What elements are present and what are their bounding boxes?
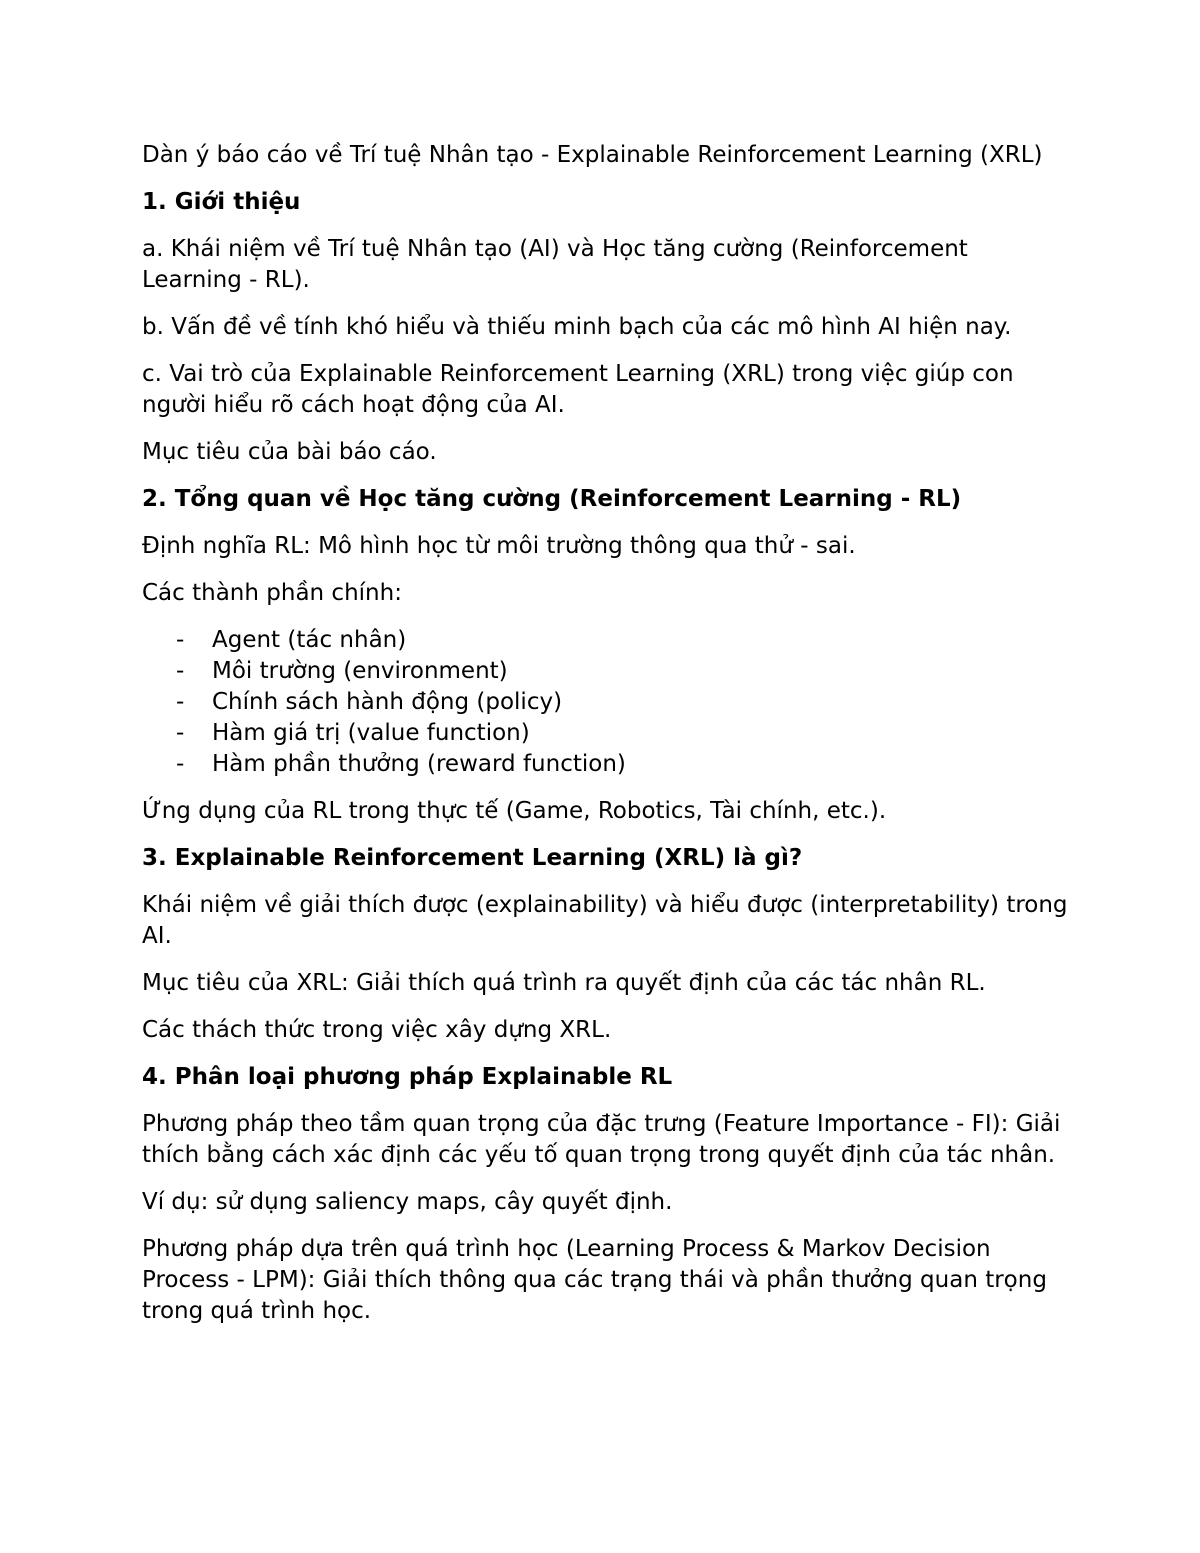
section-4-paragraph-example: Ví dụ: sử dụng saliency maps, cây quyết định.	[142, 1189, 673, 1215]
section-1-paragraph-a: a. Khái niệm về Trí tuệ Nhân tạo (AI) và Học tăng cường (Reinforcement Learning - RL).	[142, 236, 968, 293]
section-1-paragraph-goal: Mục tiêu của bài báo cáo.	[142, 439, 437, 465]
bullet-dash: -	[176, 627, 185, 653]
document-page	[142, 140, 1072, 1343]
list-item	[142, 687, 1072, 718]
list-item	[142, 625, 1072, 656]
list-item-text: Hàm phần thưởng (reward function)	[212, 751, 626, 777]
list-item-text: Hàm giá trị (value function)	[212, 720, 530, 746]
components-list	[142, 625, 1072, 780]
section-4-paragraph-fi: Phương pháp theo tầm quan trọng của đặc trưng (Feature Importance - FI): Giải thích bằng cách xác định các yếu tố quan trọng trong quyết định của tác nhân.	[142, 1111, 1061, 1168]
section-3-paragraph-goal: Mục tiêu của XRL: Giải thích quá trình ra quyết định của các tác nhân RL.	[142, 970, 986, 996]
section-2-heading: 2. Tổng quan về Học tăng cường (Reinforcement Learning - RL)	[142, 486, 962, 512]
bullet-dash: -	[176, 658, 185, 684]
bullet-dash: -	[176, 689, 185, 715]
list-item	[142, 656, 1072, 687]
list-item	[142, 718, 1072, 749]
section-4-paragraph-lpm: Phương pháp dựa trên quá trình học (Learning Process & Markov Decision Process - LPM): Giải thích thông qua các trạng thái và phần thưởng quan trọng trong quá trình học.	[142, 1236, 1047, 1324]
list-item-text: Môi trường (environment)	[212, 658, 508, 684]
section-1-paragraph-b: b. Vấn đề về tính khó hiểu và thiếu minh bạch của các mô hình AI hiện nay.	[142, 314, 1012, 340]
bullet-dash: -	[176, 751, 185, 777]
section-3-paragraph-challenges: Các thách thức trong việc xây dựng XRL.	[142, 1017, 612, 1043]
section-4-heading: 4. Phân loại phương pháp Explainable RL	[142, 1064, 673, 1090]
list-item-text: Agent (tác nhân)	[212, 627, 407, 653]
list-item-text: Chính sách hành động (policy)	[212, 689, 563, 715]
bullet-dash: -	[176, 720, 185, 746]
section-1-heading: 1. Giới thiệu	[142, 189, 301, 215]
section-2-paragraph-applications: Ứng dụng của RL trong thực tế (Game, Robotics, Tài chính, etc.).	[142, 798, 887, 824]
section-3-heading: 3. Explainable Reinforcement Learning (XRL) là gì?	[142, 845, 803, 871]
section-2-paragraph-definition: Định nghĩa RL: Mô hình học từ môi trường thông qua thử - sai.	[142, 533, 856, 559]
document-title: Dàn ý báo cáo về Trí tuệ Nhân tạo - Explainable Reinforcement Learning (XRL)	[142, 142, 1043, 168]
list-item	[142, 749, 1072, 780]
section-1-paragraph-c: c. Vai trò của Explainable Reinforcement Learning (XRL) trong việc giúp con người hiểu rõ cách hoạt động của AI.	[142, 361, 1014, 418]
section-2-paragraph-components: Các thành phần chính:	[142, 580, 402, 606]
section-3-paragraph-concept: Khái niệm về giải thích được (explainability) và hiểu được (interpretability) trong AI.	[142, 892, 1068, 949]
